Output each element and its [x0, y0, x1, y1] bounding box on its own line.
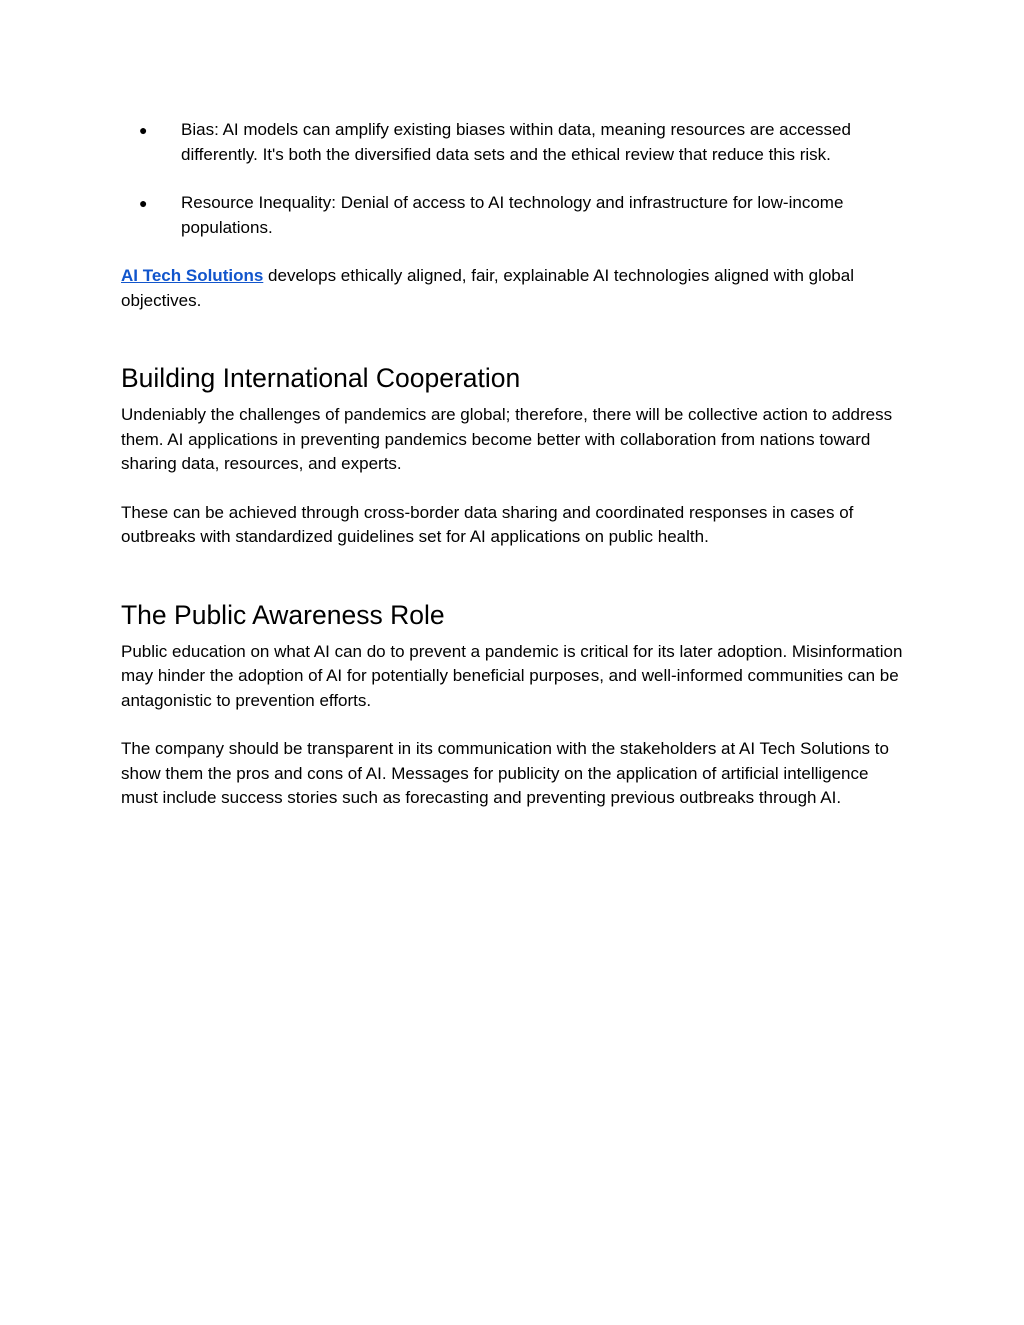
- bullet-marker: ●: [139, 195, 148, 211]
- section-heading-international-cooperation: Building International Cooperation: [121, 363, 521, 393]
- intro-paragraph: [121, 264, 905, 313]
- bullet-marker: ●: [139, 122, 148, 138]
- section-paragraph: These can be achieved through cross-border data sharing and coordinated responses in cases of outbreaks with standardized guidelines set for AI applications on public health.: [121, 502, 854, 546]
- section-paragraph: Undeniably the challenges of pandemics are global; therefore, there will be collective action to address them. AI applications in preventing pandemics become better with collaboration from nations toward sharing data, resources, and experts.: [121, 405, 893, 473]
- ai-tech-solutions-link[interactable]: AI Tech Solutions: [121, 266, 264, 285]
- bullet-item-resource-inequality: [121, 191, 905, 240]
- bullet-list: [121, 118, 905, 240]
- intro-text: develops ethically aligned, fair, explainable AI technologies aligned with global objectives.: [121, 266, 854, 310]
- bullet-text: Bias: AI models can amplify existing biases within data, meaning resources are accessed differently. It's both the diversified data sets and the ethical review that reduce this risk.: [181, 120, 851, 164]
- section-heading-public-awareness: The Public Awareness Role: [121, 599, 445, 630]
- section-paragraph: The company should be transparent in its communication with the stakeholders at AI Tech Solutions to show them the pros and cons of AI. Messages for publicity on the application of artificial intelligence must include success stories such as forecasting and preventing previous outbreaks through AI.: [121, 739, 889, 807]
- bullet-text: Resource Inequality: Denial of access to AI technology and infrastructure for low-income populations.: [181, 193, 844, 237]
- bullet-item-bias: [121, 118, 905, 167]
- section-paragraph: Public education on what AI can do to prevent a pandemic is critical for its later adoption. Misinformation may hinder the adoption of AI for potentially beneficial purposes, and well-informed communities can be antagonistic to prevention efforts.: [121, 641, 903, 710]
- document-page: [121, 118, 905, 835]
